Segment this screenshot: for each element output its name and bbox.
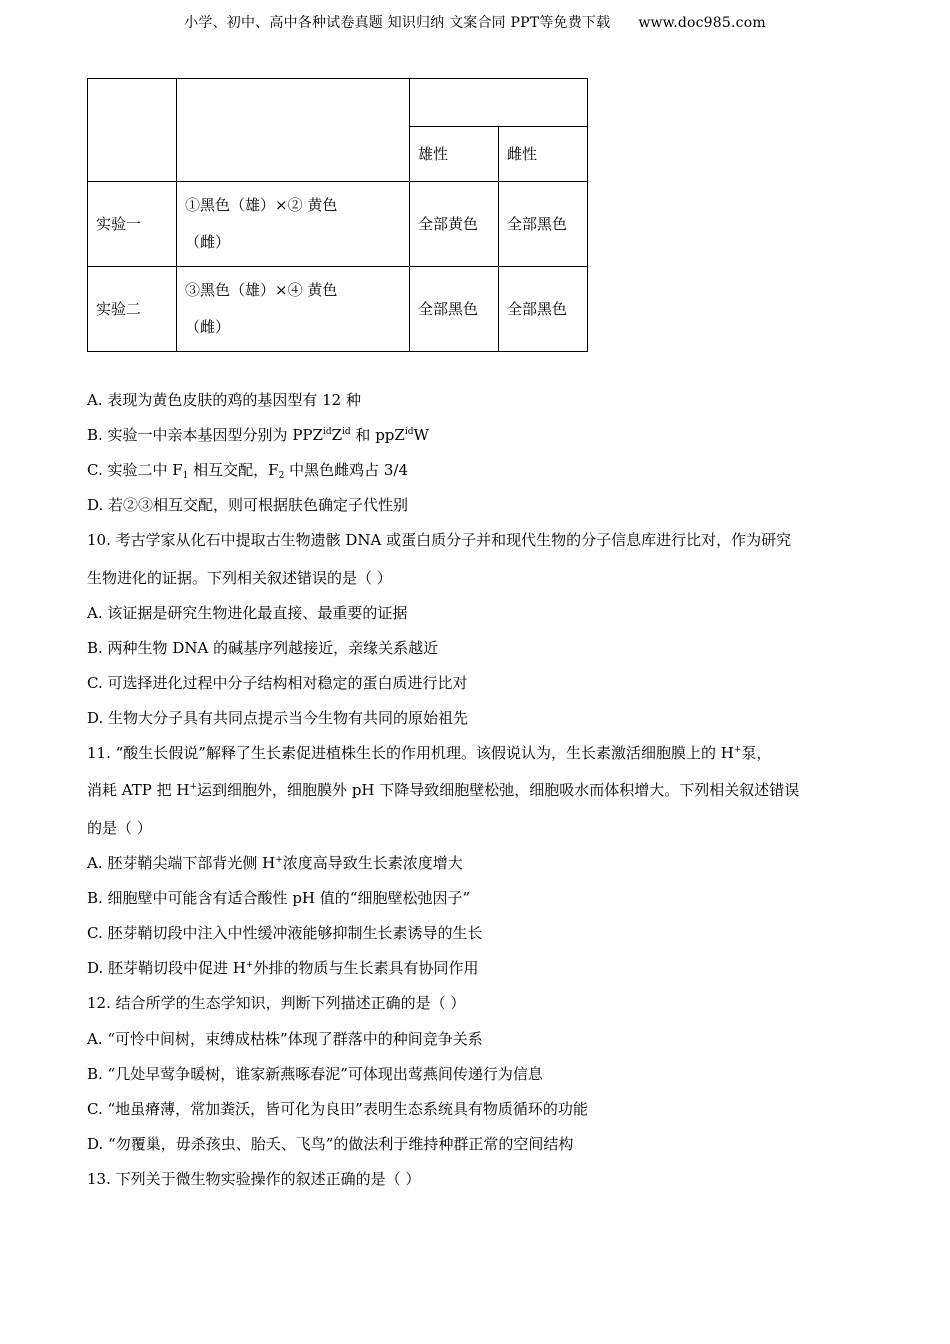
q11-text: 运到细胞外，细胞膜外 pH 下降导致细胞壁松弛，细胞吸水而体积增大。下列相关叙述错误 xyxy=(197,781,800,799)
row-cross xyxy=(177,182,410,267)
row-male: 全部黑色 xyxy=(410,267,499,352)
q10-option-a: A. 该证据是研究生物进化最直接、最重要的证据 xyxy=(87,604,408,622)
q11-option-c: C. 胚芽鞘切段中注入中性缓冲液能够抑制生长素诱导的生长 xyxy=(87,924,483,942)
q12-option-b: B. “几处早莺争暖树，谁家新燕啄春泥”可体现出莺燕间传递行为信息 xyxy=(87,1065,543,1083)
q11-d-sup: + xyxy=(245,960,254,970)
q11-d-text: D. 胚芽鞘切段中促进 H xyxy=(87,959,246,977)
q11-sup: + xyxy=(733,745,742,755)
row-male: 全部黄色 xyxy=(410,182,499,267)
q11-option-b: B. 细胞壁中可能含有适合酸性 pH 值的“细胞壁松弛因子” xyxy=(87,889,471,907)
q9-b-sup: id xyxy=(322,427,332,437)
q11-stem-line3: 的是（ ） xyxy=(87,819,152,837)
q10-stem-line1: 10. 考古学家从化石中提取古生物遗骸 DNA 或蛋白质分子并和现代生物的分子信息库进行比对，作为研究 xyxy=(87,531,792,549)
q9-b-text: Z xyxy=(331,426,343,444)
q11-a-text: A. 胚芽鞘尖端下部背光侧 H xyxy=(87,854,276,872)
table-header-male: 雄性 xyxy=(410,127,499,182)
q9-c-text: 相互交配，F xyxy=(188,461,279,479)
row-cross-line1: ①黑色（雄）×② 黄色 xyxy=(185,196,338,214)
row-cross-line2: （雌） xyxy=(185,318,231,336)
q9-c-sub: 2 xyxy=(278,471,285,481)
q12-option-d: D. “勿覆巢，毋杀孩虫、胎夭、飞鸟”的做法利于维持种群正常的空间结构 xyxy=(87,1135,574,1153)
row-cross xyxy=(177,267,410,352)
table-header-blank-1 xyxy=(88,79,177,182)
q9-c-text: C. 实验二中 F xyxy=(87,461,183,479)
q11-text: 11. “酸生长假说”解释了生长素促进植株生长的作用机理。该假说认为，生长素激活细胞膜上的 H xyxy=(87,744,734,762)
q9-b-sup: id xyxy=(404,427,414,437)
q13-stem: 13. 下列关于微生物实验操作的叙述正确的是（ ） xyxy=(87,1170,421,1188)
table-header-blank-2 xyxy=(177,79,410,182)
q9-option-a: A. 表现为黄色皮肤的鸡的基因型有 12 种 xyxy=(87,391,361,409)
row-cross-line1: ③黑色（雄）×④ 黄色 xyxy=(185,281,338,299)
row-name: 实验一 xyxy=(88,182,177,267)
q10-option-c: C. 可选择进化过程中分子结构相对稳定的蛋白质进行比对 xyxy=(87,674,468,692)
experiment-table xyxy=(87,78,588,352)
q9-c-sub: 1 xyxy=(182,471,189,481)
q12-option-a: A. “可怜中间树，束缚成枯株”体现了群落中的种间竞争关系 xyxy=(87,1030,483,1048)
q11-d-text: 外排的物质与生长素具有协同作用 xyxy=(253,959,479,977)
q9-b-text: 和 ppZ xyxy=(350,426,405,444)
q11-option-a xyxy=(87,853,463,873)
q11-text: 消耗 ATP 把 H xyxy=(87,781,190,799)
q12-stem: 12. 结合所学的生态学知识，判断下列描述正确的是（ ） xyxy=(87,994,466,1012)
q9-option-c xyxy=(87,460,408,480)
q11-sup: + xyxy=(189,782,198,792)
header-site: www.doc985.com xyxy=(638,15,766,31)
row-name: 实验二 xyxy=(88,267,177,352)
q10-stem-line2: 生物进化的证据。下列相关叙述错误的是（ ） xyxy=(87,569,392,587)
q10-option-b: B. 两种生物 DNA 的碱基序列越接近，亲缘关系越近 xyxy=(87,639,439,657)
q9-option-d: D. 若②③相互交配，则可根据肤色确定子代性别 xyxy=(87,496,409,514)
q9-b-sup: id xyxy=(342,427,351,437)
row-female: 全部黑色 xyxy=(499,182,588,267)
q9-option-b xyxy=(87,425,429,445)
q11-a-sup: + xyxy=(275,855,283,865)
table-header-group xyxy=(410,79,588,127)
q10-option-d: D. 生物大分子具有共同点提示当今生物有共同的原始祖先 xyxy=(87,709,469,727)
header-text: 小学、初中、高中各种试卷真题 知识归纳 文案合同 PPT等免费下载 xyxy=(184,15,611,31)
q12-option-c: C. “地虽瘠薄，常加粪沃，皆可化为良田”表明生态系统具有物质循环的功能 xyxy=(87,1100,588,1118)
q11-text: 泵， xyxy=(741,744,772,762)
q9-c-text: 中黑色雌鸡占 3/4 xyxy=(284,461,408,479)
q11-option-d xyxy=(87,958,478,978)
page-header xyxy=(0,12,950,32)
q9-b-text: B. 实验一中亲本基因型分别为 PPZ xyxy=(87,426,323,444)
q11-stem-line2 xyxy=(87,780,799,800)
row-cross-line2: （雌） xyxy=(185,233,231,251)
q11-a-text: 浓度高导致生长素浓度增大 xyxy=(282,854,463,872)
table-row xyxy=(88,267,588,352)
q9-b-text: W xyxy=(413,426,429,444)
row-female: 全部黑色 xyxy=(499,267,588,352)
table-row xyxy=(88,182,588,267)
table-header-female: 雌性 xyxy=(499,127,588,182)
q11-stem-line1 xyxy=(87,743,771,763)
